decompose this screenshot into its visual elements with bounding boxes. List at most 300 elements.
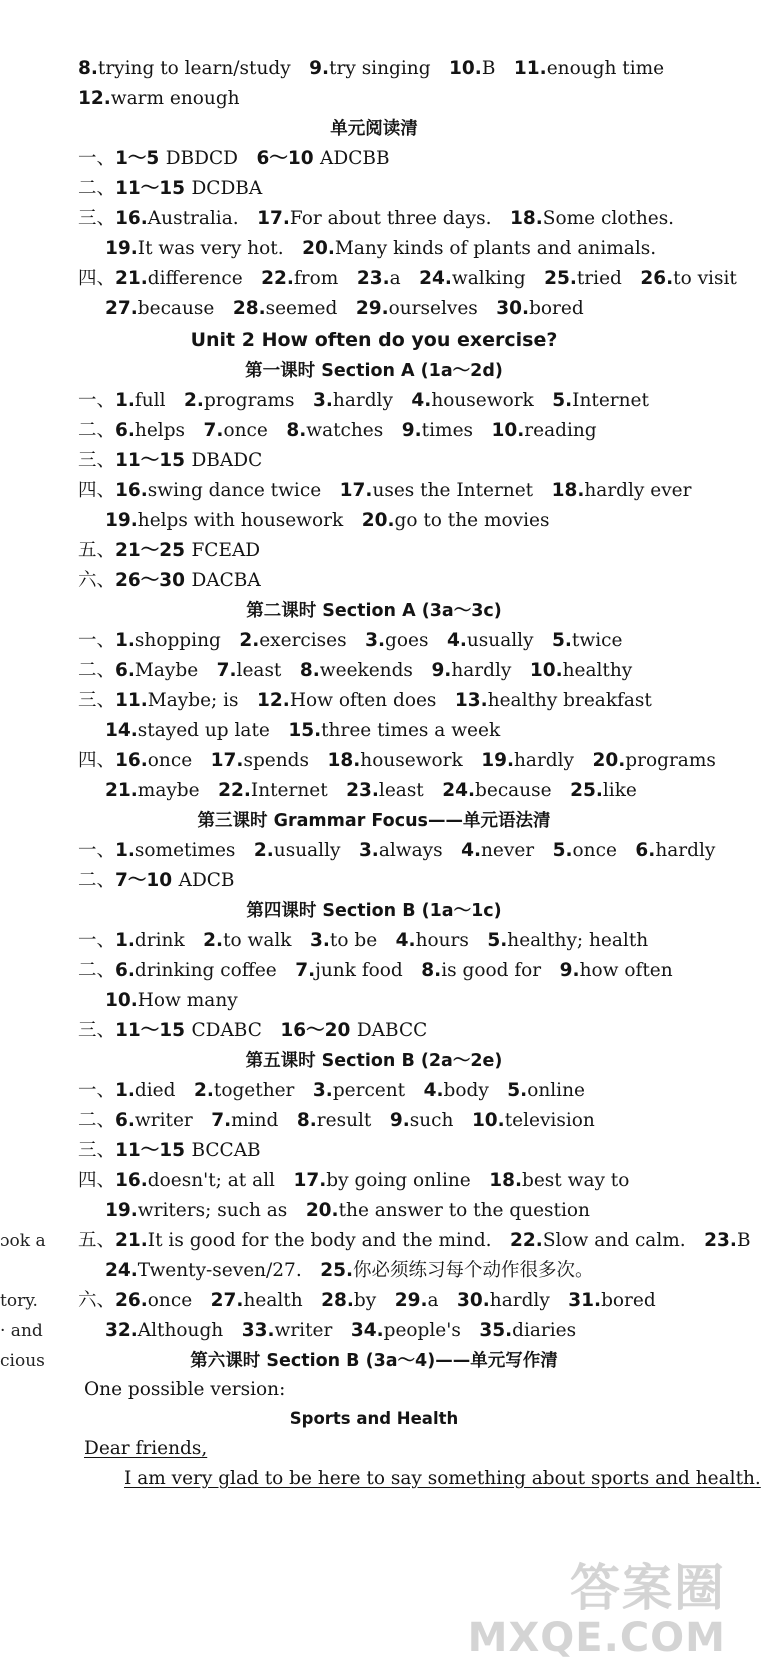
answer-text: spends xyxy=(243,750,309,771)
part-number: 一、 xyxy=(78,840,116,861)
part-number: 二、 xyxy=(78,960,116,981)
answer-item xyxy=(340,480,533,501)
question-number: 11～15 xyxy=(115,1020,192,1041)
answer-item xyxy=(242,1320,333,1341)
answer-text: helps with housework xyxy=(137,510,344,531)
answer-text: maybe xyxy=(137,780,200,801)
question-number: 3. xyxy=(365,630,386,651)
answer-text: least xyxy=(236,660,282,681)
answer-text: hours xyxy=(415,930,469,951)
answer-item xyxy=(320,1260,593,1281)
answer-item xyxy=(105,1320,223,1341)
part-number: 三、 xyxy=(78,1020,116,1041)
answer-item xyxy=(211,1110,278,1131)
answer-item xyxy=(346,780,424,801)
answer-text: How often does xyxy=(289,690,437,711)
question-number: 2. xyxy=(253,840,274,861)
answer-text: once xyxy=(223,420,268,441)
answer-text: to visit xyxy=(673,268,737,289)
answer-line xyxy=(78,208,674,230)
question-number: 23. xyxy=(346,780,379,801)
question-number: 4. xyxy=(411,390,432,411)
answer-item xyxy=(419,268,525,289)
answer-item xyxy=(487,930,648,951)
answer-item xyxy=(257,208,491,229)
answer-line xyxy=(78,1230,751,1252)
answer-line xyxy=(105,990,238,1012)
part-number: 二、 xyxy=(78,178,116,199)
answer-item xyxy=(481,750,574,771)
question-number: 8. xyxy=(78,58,98,79)
answer-line xyxy=(78,930,648,952)
answer-text: television xyxy=(504,1110,595,1131)
answer-line xyxy=(78,870,235,892)
answer-text: usually xyxy=(273,840,341,861)
answer-item xyxy=(115,420,185,441)
part-number: 五、 xyxy=(78,1230,116,1251)
answer-item xyxy=(560,960,673,981)
answer-item xyxy=(105,720,270,741)
answer-text: DBADC xyxy=(191,450,263,471)
question-number: 9. xyxy=(389,1110,410,1131)
answer-text: Some clothes. xyxy=(542,208,675,229)
answer-item xyxy=(293,1170,470,1191)
answer-item xyxy=(297,1110,371,1131)
answer-line xyxy=(105,238,656,260)
answer-text: healthy; health xyxy=(507,930,649,951)
question-number: 8. xyxy=(296,1110,317,1131)
question-number: 25. xyxy=(320,1260,353,1281)
question-number: 21～25 xyxy=(115,540,192,561)
answer-text: times xyxy=(421,420,474,441)
question-number: 16. xyxy=(115,1170,148,1191)
answer-item xyxy=(309,58,430,79)
question-number: 3. xyxy=(310,930,330,951)
answer-line xyxy=(78,540,260,562)
answer-line xyxy=(78,268,737,290)
answer-text: never xyxy=(481,840,535,861)
part-number: 二、 xyxy=(78,660,116,681)
question-number: 10. xyxy=(471,1110,505,1131)
answer-item xyxy=(356,298,478,319)
question-number: 3. xyxy=(312,1080,333,1101)
question-number: 20. xyxy=(361,510,395,531)
answer-text: three times a week xyxy=(321,720,501,741)
answer-text: full xyxy=(134,390,166,411)
answer-text: stayed up late xyxy=(137,720,270,741)
answer-text: best way to xyxy=(522,1170,630,1191)
question-number: 22. xyxy=(261,268,294,289)
answer-text: healthy xyxy=(562,660,633,681)
question-number: 2. xyxy=(203,930,224,951)
answer-line xyxy=(78,148,390,170)
answer-item xyxy=(105,1260,302,1281)
answer-text: walking xyxy=(451,268,526,289)
question-number: 23. xyxy=(704,1230,737,1251)
question-number: 2. xyxy=(239,630,260,651)
answer-text: because xyxy=(475,780,552,801)
question-number: 16～20 xyxy=(280,1020,357,1041)
answer-item xyxy=(115,178,262,199)
answer-item xyxy=(396,930,469,951)
answer-text: such xyxy=(409,1110,454,1131)
question-number: 6. xyxy=(635,840,656,861)
question-number: 22. xyxy=(218,780,251,801)
answer-text: health xyxy=(243,1290,303,1311)
answer-item xyxy=(300,660,413,681)
question-number: 3. xyxy=(313,390,333,411)
question-number: 20. xyxy=(592,750,626,771)
answer-item xyxy=(507,1080,585,1101)
answer-text: by going online xyxy=(326,1170,471,1191)
answer-text: because xyxy=(137,298,215,319)
answer-text: hardly xyxy=(332,390,393,411)
question-number: 14. xyxy=(105,720,138,741)
question-number: 11. xyxy=(115,690,148,711)
answer-item xyxy=(115,690,239,711)
answer-line xyxy=(78,630,622,652)
question-number: 30. xyxy=(457,1290,490,1311)
question-number: 7. xyxy=(216,660,237,681)
question-number: 13. xyxy=(454,690,488,711)
answer-text: died xyxy=(134,1080,176,1101)
question-number: 30. xyxy=(496,298,530,319)
answer-item xyxy=(256,148,389,169)
answer-item xyxy=(211,750,309,771)
answer-text: 你必须练习每个动作很多次。 xyxy=(353,1260,594,1281)
answer-item xyxy=(115,630,221,651)
question-number: 12. xyxy=(78,88,111,109)
answer-item xyxy=(449,58,495,79)
answer-text: least xyxy=(378,780,424,801)
answer-item xyxy=(544,268,622,289)
answer-item xyxy=(359,840,443,861)
question-number: 1～5 xyxy=(115,148,166,169)
question-number: 17. xyxy=(257,208,290,229)
answer-text: Slow and calm. xyxy=(542,1230,686,1251)
question-number: 18. xyxy=(510,208,543,229)
answer-text: hardly xyxy=(489,1290,550,1311)
answer-text: DCDBA xyxy=(191,178,263,199)
answer-text: go to the movies xyxy=(394,510,550,531)
answer-text: ADCBB xyxy=(320,148,390,169)
answer-text: try singing xyxy=(329,58,431,79)
answer-item xyxy=(530,660,632,681)
question-number: 26. xyxy=(640,268,674,289)
answer-text: programs xyxy=(203,390,295,411)
answer-text: like xyxy=(602,780,637,801)
answer-text: hardly ever xyxy=(584,480,692,501)
question-number: 11～15 xyxy=(115,178,192,199)
answer-text: usually xyxy=(466,630,534,651)
answer-text: to be xyxy=(329,930,378,951)
answer-text: drinking coffee xyxy=(134,960,277,981)
question-number: 18. xyxy=(327,750,361,771)
answer-item xyxy=(261,268,338,289)
answer-text: trying to learn/study xyxy=(97,58,291,79)
answer-text: For about three days. xyxy=(289,208,492,229)
answer-text: is good for xyxy=(441,960,542,981)
answer-item xyxy=(431,660,511,681)
answer-text: swing dance twice xyxy=(147,480,322,501)
question-number: 26. xyxy=(115,1290,148,1311)
answer-line xyxy=(78,88,240,110)
question-number: 24. xyxy=(442,780,476,801)
section-heading: 第六课时 Section B (3a～4)——单元写作清 xyxy=(190,1351,558,1371)
answer-line xyxy=(78,840,715,862)
question-number: 19. xyxy=(105,1200,138,1221)
question-number: 5. xyxy=(507,1080,528,1101)
answer-line xyxy=(78,480,691,502)
watermark-url: MXQE.COM xyxy=(467,1615,726,1661)
answer-item xyxy=(306,1200,590,1221)
answer-text: reading xyxy=(524,420,597,441)
answer-item xyxy=(115,450,262,471)
answer-text: tried xyxy=(576,268,622,289)
answer-item xyxy=(233,298,338,319)
question-number: 20. xyxy=(302,238,335,259)
margin-fragment: tory. xyxy=(0,1291,38,1311)
question-number: 11～15 xyxy=(115,1140,192,1161)
answer-item xyxy=(194,1080,294,1101)
question-number: 10. xyxy=(449,58,482,79)
answer-line xyxy=(78,58,664,80)
question-number: 10. xyxy=(105,990,138,1011)
answer-text: It is good for the body and the mind. xyxy=(147,1230,492,1251)
answer-line xyxy=(78,690,652,712)
question-number: 9. xyxy=(309,58,330,79)
answer-item xyxy=(313,390,393,411)
answer-line xyxy=(78,660,632,682)
answer-text: once xyxy=(147,750,193,771)
answer-item xyxy=(552,630,622,651)
question-number: 19. xyxy=(105,510,138,531)
answer-line xyxy=(78,1290,656,1312)
answer-text: mind xyxy=(231,1110,279,1131)
part-number: 一、 xyxy=(78,930,116,951)
answer-item xyxy=(105,1200,287,1221)
answer-text: junk food xyxy=(315,960,403,981)
question-number: 18. xyxy=(551,480,585,501)
answer-item xyxy=(552,480,692,501)
answer-line xyxy=(105,780,637,802)
question-number: 8. xyxy=(286,420,307,441)
answer-text: B xyxy=(481,58,496,79)
section-heading: Unit 2 How often do you exercise? xyxy=(190,329,558,351)
question-number: 6. xyxy=(115,660,135,681)
answer-text: housework xyxy=(360,750,463,771)
answer-item xyxy=(115,1290,192,1311)
answer-text: helps xyxy=(134,420,186,441)
answer-text: writer xyxy=(134,1110,193,1131)
section-heading: 第五课时 Section B (2a～2e) xyxy=(245,1051,503,1071)
answer-item xyxy=(395,1290,439,1311)
question-number: 33. xyxy=(241,1320,275,1341)
answer-item xyxy=(568,1290,655,1311)
answer-item xyxy=(105,780,200,801)
question-number: 7～10 xyxy=(115,870,179,891)
answer-text: twice xyxy=(571,630,623,651)
answer-item xyxy=(593,750,716,771)
question-number: 1. xyxy=(115,1080,135,1101)
question-number: 6～10 xyxy=(256,148,321,169)
answer-item xyxy=(217,660,282,681)
answer-text: goes xyxy=(385,630,429,651)
answer-item xyxy=(552,390,649,411)
answer-item xyxy=(254,840,341,861)
answer-text: Maybe; is xyxy=(147,690,239,711)
question-number: 16. xyxy=(115,750,148,771)
part-number: 三、 xyxy=(78,208,116,229)
answer-text: people's xyxy=(383,1320,461,1341)
answer-text: Australia. xyxy=(147,208,239,229)
question-number: 16. xyxy=(115,208,148,229)
part-number: 二、 xyxy=(78,870,116,891)
answer-text: exercises xyxy=(259,630,347,651)
answer-text: DABCC xyxy=(356,1020,428,1041)
answer-text: sometimes xyxy=(134,840,236,861)
question-number: 27. xyxy=(210,1290,244,1311)
question-number: 17. xyxy=(293,1170,327,1191)
answer-item xyxy=(218,780,328,801)
answer-line xyxy=(78,178,262,200)
answer-item xyxy=(105,510,343,531)
answer-item xyxy=(496,298,583,319)
answer-item xyxy=(115,1140,261,1161)
question-number: 12. xyxy=(257,690,290,711)
answer-item xyxy=(115,208,239,229)
question-number: 2. xyxy=(193,1080,214,1101)
answer-item xyxy=(115,1230,492,1251)
answer-line xyxy=(105,1320,576,1342)
answer-text: always xyxy=(378,840,443,861)
question-number: 11. xyxy=(513,58,547,79)
answer-item xyxy=(78,58,291,79)
answer-line xyxy=(78,1080,585,1102)
answer-text: percent xyxy=(332,1080,406,1101)
answer-text: housework xyxy=(431,390,534,411)
question-number: 29. xyxy=(394,1290,428,1311)
question-number: 27. xyxy=(105,298,138,319)
part-number: 六、 xyxy=(78,1290,116,1311)
answer-item xyxy=(351,1320,461,1341)
part-number: 一、 xyxy=(78,148,116,169)
answer-item xyxy=(492,420,597,441)
question-number: 21. xyxy=(115,1230,148,1251)
question-number: 1. xyxy=(115,930,135,951)
question-number: 19. xyxy=(105,238,138,259)
answer-text: from xyxy=(293,268,339,289)
answer-text: Maybe xyxy=(134,660,199,681)
question-number: 4. xyxy=(395,930,416,951)
question-number: 32. xyxy=(105,1320,138,1341)
answer-item xyxy=(115,148,238,169)
answer-item xyxy=(295,960,403,981)
answer-text: enough time xyxy=(546,58,665,79)
answer-text: result xyxy=(316,1110,372,1131)
answer-text: CDABC xyxy=(191,1020,262,1041)
part-number: 二、 xyxy=(78,1110,116,1131)
answer-text: a xyxy=(389,268,401,289)
part-number: 四、 xyxy=(78,1170,116,1191)
answer-text: hardly xyxy=(514,750,574,771)
answer-text: doesn't; at all xyxy=(147,1170,275,1191)
answer-item xyxy=(115,840,235,861)
answer-item xyxy=(421,960,541,981)
essay-first-line: I am very glad to be here to say something about sports and health. xyxy=(124,1468,761,1489)
answer-text: weekends xyxy=(319,660,413,681)
answer-text: Internet xyxy=(572,390,649,411)
question-number: 6. xyxy=(115,960,135,981)
question-number: 5. xyxy=(552,840,573,861)
question-number: 24. xyxy=(105,1260,138,1281)
answer-item xyxy=(424,1080,489,1101)
question-number: 16. xyxy=(115,480,148,501)
question-number: 28. xyxy=(232,298,266,319)
answer-line xyxy=(78,390,649,412)
question-number: 9. xyxy=(401,420,422,441)
answer-line xyxy=(105,510,549,532)
answer-line xyxy=(78,750,716,772)
answer-text: FCEAD xyxy=(191,540,261,561)
question-number: 15. xyxy=(288,720,322,741)
section-heading: Sports and Health xyxy=(289,1409,459,1428)
answer-text: how often xyxy=(579,960,673,981)
answer-text: programs xyxy=(625,750,716,771)
answer-item xyxy=(78,88,240,109)
answer-text: bored xyxy=(601,1290,656,1311)
answer-item xyxy=(510,1230,686,1251)
question-number: 5. xyxy=(487,930,508,951)
answer-text: Although xyxy=(137,1320,224,1341)
answer-item xyxy=(457,1290,550,1311)
answer-item xyxy=(447,630,534,651)
question-number: 4. xyxy=(423,1080,444,1101)
answer-line xyxy=(78,1170,629,1192)
section-heading: 第三课时 Grammar Focus——单元语法清 xyxy=(197,811,551,831)
part-number: 四、 xyxy=(78,268,116,289)
question-number: 1. xyxy=(115,390,135,411)
answer-text: together xyxy=(213,1080,295,1101)
answer-text: writers; such as xyxy=(137,1200,288,1221)
answer-text: watches xyxy=(306,420,384,441)
answer-item xyxy=(472,1110,595,1131)
question-number: 22. xyxy=(510,1230,543,1251)
answer-text: body xyxy=(443,1080,489,1101)
question-number: 2. xyxy=(184,390,204,411)
answer-text: drink xyxy=(134,930,185,951)
answer-item xyxy=(365,630,428,651)
answer-item xyxy=(239,630,346,651)
answer-item xyxy=(204,420,268,441)
part-number: 一、 xyxy=(78,390,116,411)
question-number: 35. xyxy=(479,1320,513,1341)
question-number: 7. xyxy=(295,960,316,981)
part-number: 三、 xyxy=(78,690,116,711)
section-heading: 单元阅读清 xyxy=(330,119,418,139)
answer-item xyxy=(313,1080,405,1101)
answer-item xyxy=(105,238,284,259)
answer-item xyxy=(390,1110,454,1131)
answer-item xyxy=(115,1170,275,1191)
answer-text: bored xyxy=(529,298,584,319)
answer-item xyxy=(489,1170,629,1191)
question-number: 8. xyxy=(421,960,442,981)
answer-item xyxy=(553,840,617,861)
answer-text: BCCAB xyxy=(191,1140,261,1161)
answer-item xyxy=(115,1110,193,1131)
answer-item xyxy=(115,390,166,411)
